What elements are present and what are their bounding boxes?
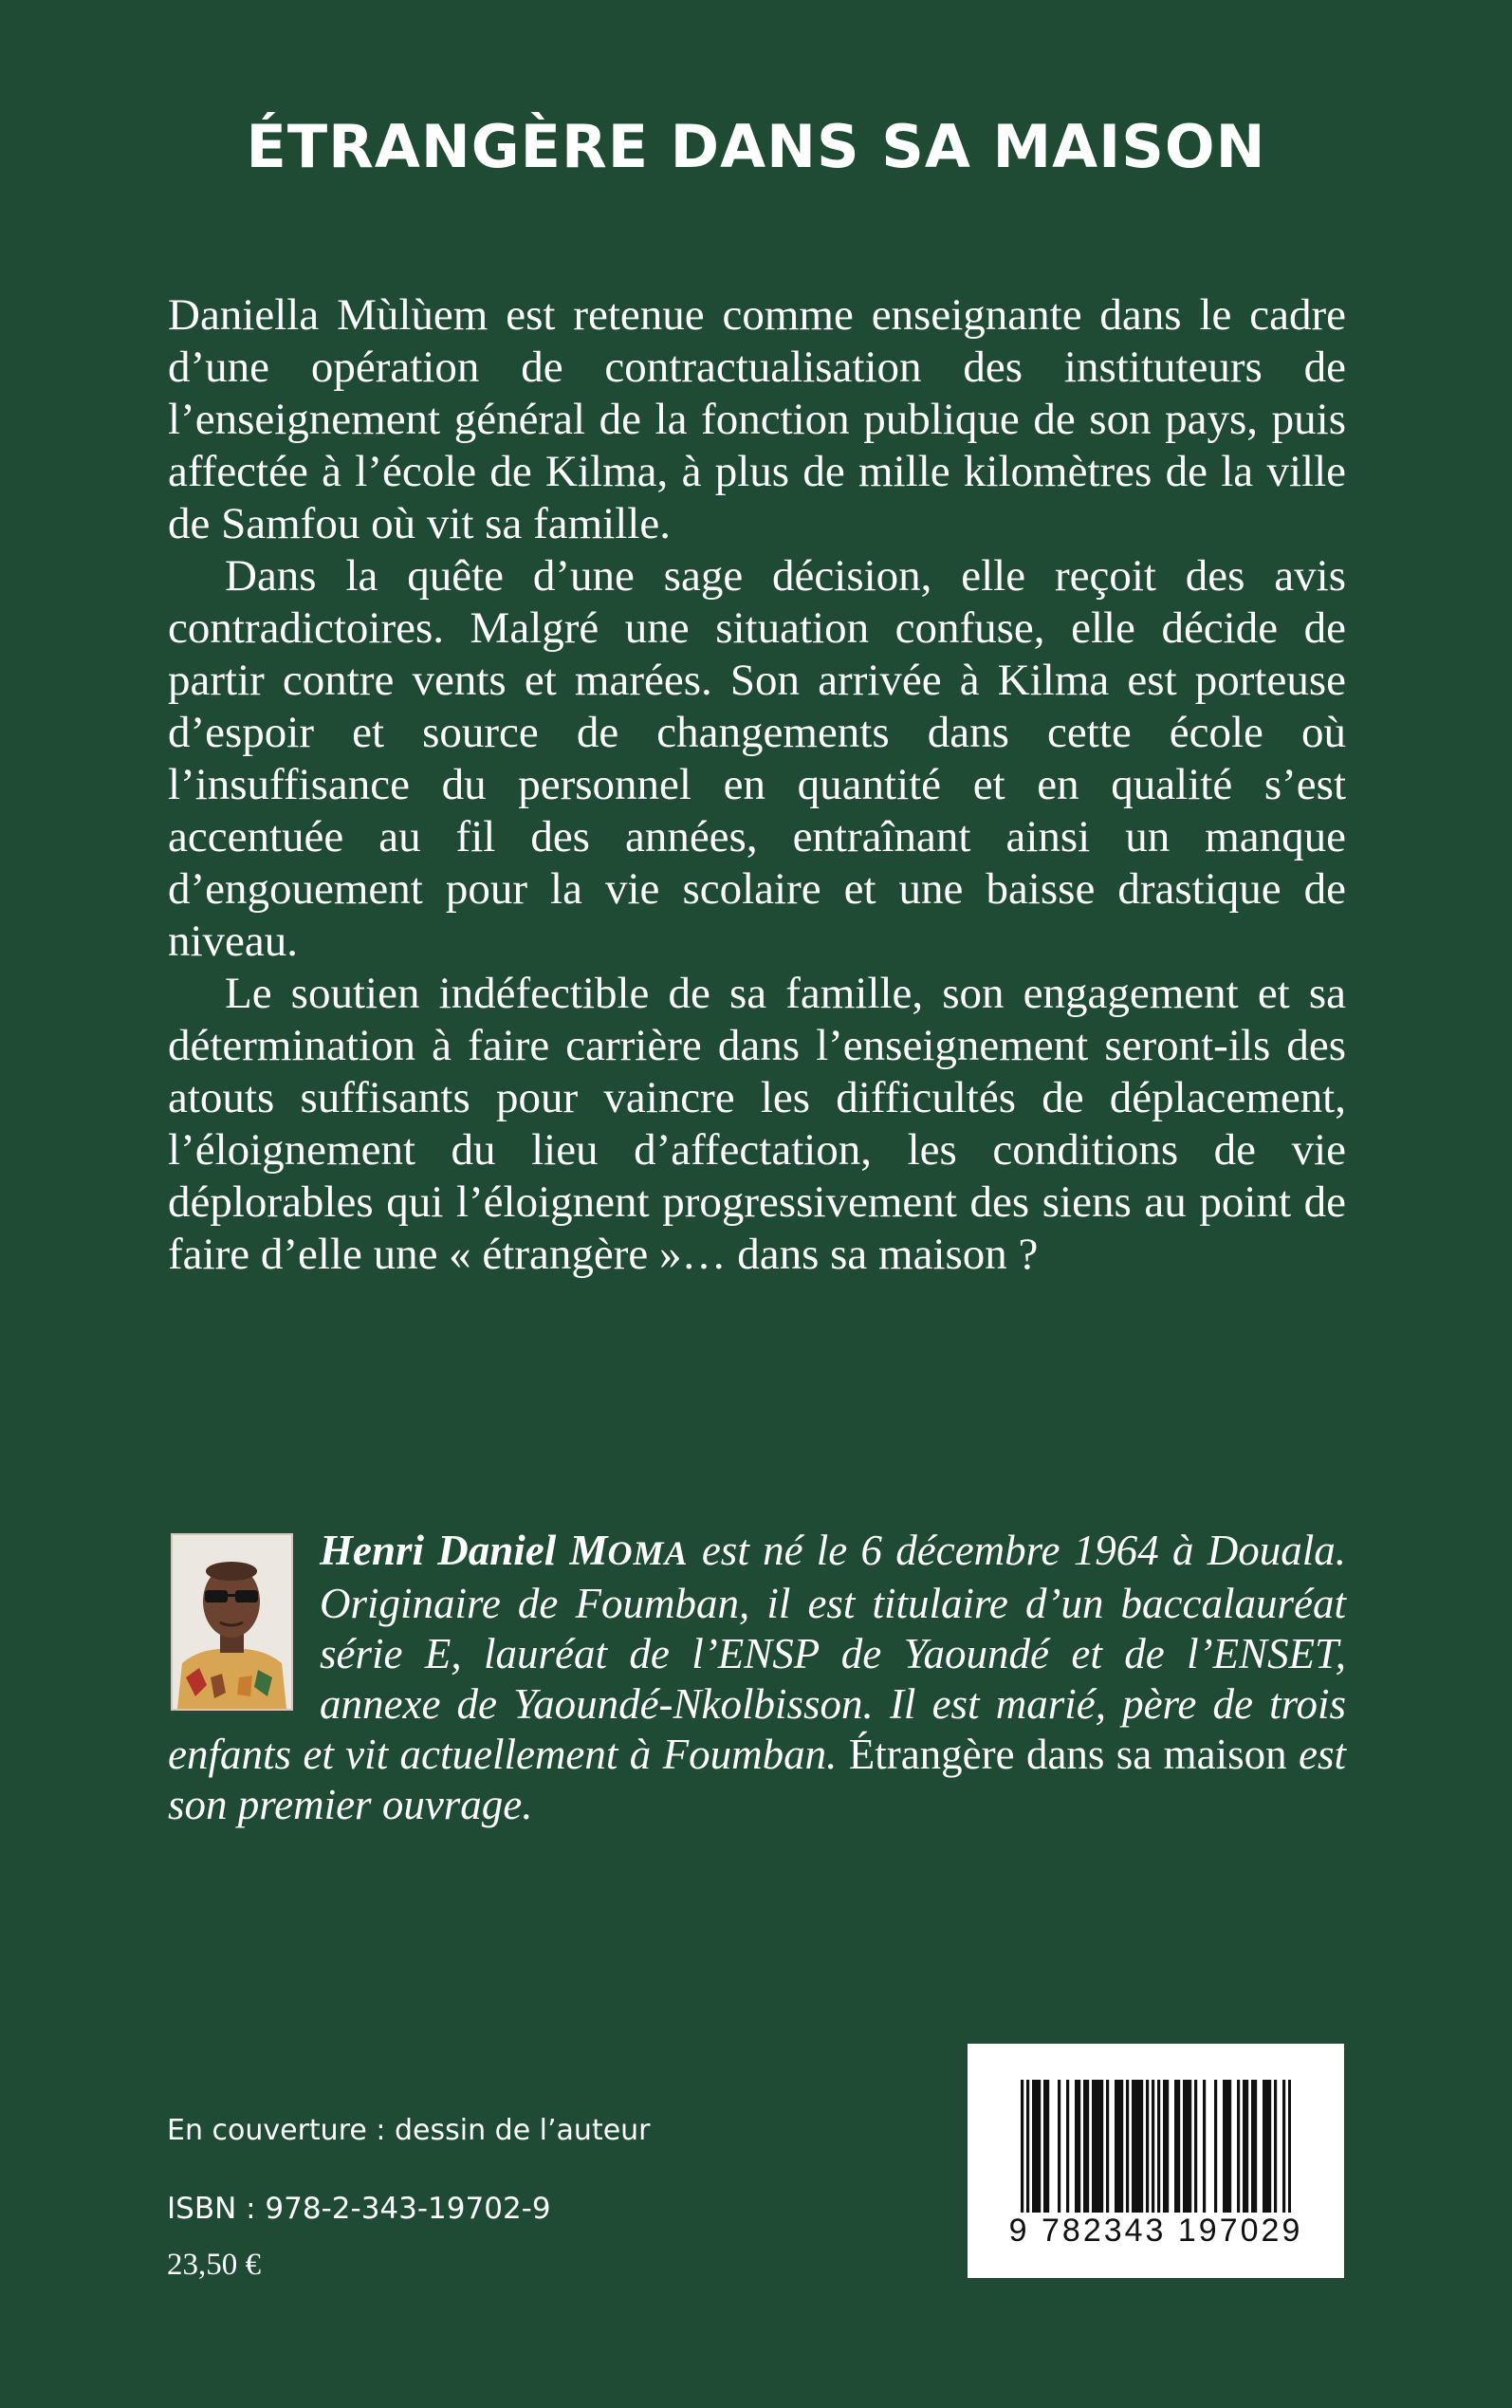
barcode-bar (1189, 2080, 1191, 2213)
barcode-bar (1115, 2080, 1117, 2213)
barcode-bar (1038, 2080, 1041, 2213)
barcode-bar (1132, 2080, 1134, 2213)
isbn: ISBN : 978-2-343-19702-9 (167, 2192, 551, 2226)
barcode-bar (1203, 2080, 1206, 2213)
barcode-bar (1058, 2080, 1060, 2213)
barcode (968, 2044, 1344, 2278)
barcode-bar (1083, 2080, 1086, 2213)
barcode-bar (1223, 2080, 1226, 2213)
barcode-bar (1163, 2080, 1166, 2213)
barcode-bar (1035, 2080, 1038, 2213)
barcode-bar (1228, 2080, 1231, 2213)
barcode-bar (1214, 2080, 1217, 2213)
barcode-bar (1095, 2080, 1097, 2213)
author-bio-text: est né le 6 décembre 1964 à Douala. Originaire de Foumban, il est titulaire d’un baccalauréat série E, lauréat de l’ENSP de Yaoundé et de l’ENSET, annexe de Yaoundé-Nkolbisson. Il est marié, père de trois enfants et vit actuellement à Foumban. (168, 1527, 1346, 1778)
author-photo (171, 1533, 293, 1711)
barcode-bar (1166, 2080, 1169, 2213)
barcode-bar (1092, 2080, 1095, 2213)
barcode-bars (1021, 2080, 1291, 2213)
barcode-bar (1032, 2080, 1035, 2213)
synopsis (168, 289, 1346, 1281)
cover-credit: En couverture : dessin de l’auteur (167, 2114, 651, 2147)
barcode-bar (1288, 2080, 1291, 2213)
barcode-bar (1177, 2080, 1180, 2213)
barcode-bar (1026, 2080, 1029, 2213)
barcode-bar (1174, 2080, 1177, 2213)
price: 23,50 € (167, 2248, 261, 2282)
barcode-bar (1100, 2080, 1103, 2213)
barcode-bar (1183, 2080, 1186, 2213)
author-name: Henri Daniel MOMA (320, 1527, 689, 1574)
barcode-digits: 9 782343 197029 (1008, 2213, 1303, 2249)
author-bio (168, 1526, 1346, 1830)
synopsis-paragraph: Daniella Mùlùem est retenue comme enseignante dans le cadre d’une opération de contractualisation des instituteurs de l’enseignement général de la fonction publique de son pays, puis affectée à l’école de Kilma, à plus de mille kilomètres de la ville de Samfou où vit sa famille. (168, 290, 1346, 548)
synopsis-paragraph: Dans la quête d’une sage décision, elle reçoit des avis contradictoires. Malgré une situation confuse, elle décide de partir contre vents et marées. Son arrivée à Kilma est porteuse d’espoir et source de changements dans cette école où l’insuffisance du personnel en quantité et en qualité s’est accentuée au fil des années, entraînant ainsi un manque d’engouement pour la vie scolaire et une baisse drastique de niveau. (168, 551, 1346, 966)
author-bio-ending: est son premier ouvrage. (168, 1731, 1346, 1828)
barcode-bar (1097, 2080, 1100, 2213)
barcode-bar (1263, 2080, 1265, 2213)
barcode-bar (1157, 2080, 1160, 2213)
barcode-bar (1186, 2080, 1189, 2213)
barcode-bar (1137, 2080, 1140, 2213)
barcode-bar (1066, 2080, 1069, 2213)
barcode-bar (1245, 2080, 1248, 2213)
barcode-bar (1126, 2080, 1129, 2213)
barcode-bar (1075, 2080, 1078, 2213)
barcode-bar (1146, 2080, 1149, 2213)
barcode-bar (1120, 2080, 1123, 2213)
barcode-bar (1078, 2080, 1080, 2213)
barcode-bar (1134, 2080, 1137, 2213)
barcode-bar (1237, 2080, 1240, 2213)
barcode-bar (1282, 2080, 1285, 2213)
barcode-bar (1106, 2080, 1109, 2213)
barcode-bar (1194, 2080, 1197, 2213)
author-bio-block (168, 1526, 1346, 1830)
barcode-bar (1140, 2080, 1143, 2213)
barcode-bar (1265, 2080, 1268, 2213)
barcode-bar (1043, 2080, 1046, 2213)
barcode-bar (1226, 2080, 1228, 2213)
barcode-bar (1152, 2080, 1154, 2213)
barcode-bar (1243, 2080, 1245, 2213)
barcode-bar (1251, 2080, 1254, 2213)
barcode-bar (1254, 2080, 1257, 2213)
barcode-bar (1274, 2080, 1277, 2213)
barcode-bar (1021, 2080, 1023, 2213)
book-title-mention: Étrangère dans sa maison (848, 1731, 1287, 1778)
barcode-bar (1086, 2080, 1089, 2213)
barcode-bar (1268, 2080, 1271, 2213)
barcode-bar (1117, 2080, 1120, 2213)
book-title: ÉTRANGÈRE DANS SA MAISON (246, 112, 1266, 181)
barcode-bar (1046, 2080, 1049, 2213)
synopsis-paragraph: Le soutien indéfectible de sa famille, son engagement et sa détermination à faire carrière dans l’enseignement seront-ils des atouts suffisants pour vaincre les difficultés de déplacement, l’éloignement du lieu d’affectation, les conditions de vie déplorables qui l’éloignent progressivement des siens au point de faire d’elle une « étrangère »… dans sa maison ? (168, 969, 1346, 1279)
